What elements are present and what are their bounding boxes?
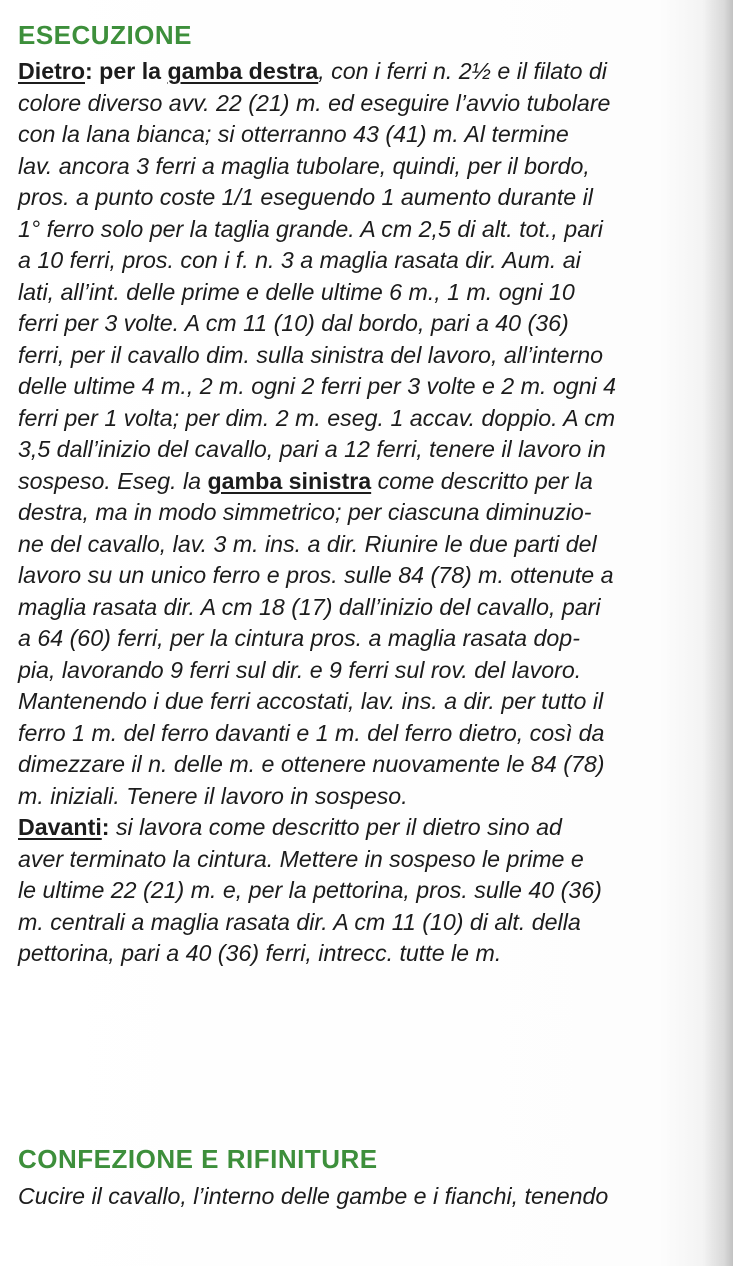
keyword-dietro: Dietro	[18, 58, 85, 84]
text-line: ferro 1 m. del ferro davanti e 1 m. del ferro dietro, così da	[18, 719, 605, 746]
text-line: pros. a punto coste 1/1 eseguendo 1 aumento durante il	[18, 184, 593, 210]
keyword-gamba-sinistra: gamba sinistra	[207, 467, 372, 494]
text-line: ne del cavallo, lav. 3 m. ins. a dir. Riunire le due parti del	[18, 530, 597, 557]
text-line: ferri per 3 volte. A cm 11 (10) dal bordo, pari a 40 (36)	[18, 310, 569, 336]
text-line: Cucire il cavallo, l’interno delle gambe e i fianchi, tenendo	[18, 1183, 609, 1209]
text-line: ferri per 1 volta; per dim. 2 m. eseg. 1 accav. doppio. A cm	[18, 404, 616, 431]
text-line: m. centrali a maglia rasata dir. A cm 11 (10) di alt. della	[18, 908, 581, 935]
text-line: a 64 (60) ferri, per la cintura pros. a maglia rasata dop-	[18, 625, 580, 651]
finishing-body	[18, 1181, 730, 1213]
text-line: lati, all’int. delle prime e delle ultime 6 m., 1 m. ogni 10	[18, 278, 575, 305]
text-line: destra, ma in modo simmetrico; per ciascuna diminuzio-	[18, 499, 592, 525]
text-segment: sospeso. Eseg. la	[18, 467, 208, 494]
text-line: colore diverso avv. 22 (21) m. ed eseguire l’avvio tubolare	[18, 89, 611, 116]
text-line: le ultime 22 (21) m. e, per la pettorina, pros. sulle 40 (36)	[18, 877, 602, 903]
text-line	[18, 812, 730, 844]
text-line: pettorina, pari a 40 (36) ferri, intrecc. tutte le m.	[18, 940, 502, 966]
keyword-davanti: Davanti	[18, 814, 102, 840]
text-line: dimezzare il n. delle m. e ottenere nuovamente le 84 (78)	[18, 751, 605, 777]
keyword-colon: :	[101, 814, 110, 840]
text-segment: si lavora come descritto per il dietro sino ad	[109, 814, 562, 840]
text-line: lav. ancora 3 ferri a maglia tubolare, quindi, per il bordo,	[18, 152, 590, 179]
text-line: pia, lavorando 9 ferri sul dir. e 9 ferri sul rov. del lavoro.	[18, 656, 582, 683]
text-line: Mantenendo i due ferri accostati, lav. ins. a dir. per tutto il	[18, 688, 604, 714]
instructions-body	[18, 56, 730, 970]
text-line: 3,5 dall’inizio del cavallo, pari a 12 ferri, tenere il lavoro in	[18, 436, 606, 462]
keyword-colon: : per la	[85, 58, 168, 84]
keyword-gamba-destra: gamba destra	[167, 58, 319, 84]
text-line: delle ultime 4 m., 2 m. ogni 2 ferri per 3 volte e 2 m. ogni 4	[18, 373, 617, 399]
text-line: m. iniziali. Tenere il lavoro in sospeso.	[18, 782, 408, 809]
text-line: ferri, per il cavallo dim. sulla sinistra del lavoro, all’interno	[18, 341, 604, 368]
text-line: 1° ferro solo per la taglia grande. A cm 2,5 di alt. tot., pari	[18, 215, 603, 242]
text-line: maglia rasata dir. A cm 18 (17) dall’inizio del cavallo, pari	[18, 593, 601, 620]
text-segment: , con i ferri n. 2½ e il filato di	[318, 58, 607, 84]
text-line: aver terminato la cintura. Mettere in sospeso le prime e	[18, 845, 584, 872]
text-line	[18, 56, 730, 88]
text-line: a 10 ferri, pros. con i f. n. 3 a maglia rasata dir. Aum. ai	[18, 247, 581, 273]
text-segment: come descritto per la	[371, 467, 593, 494]
text-line: lavoro su un unico ferro e pros. sulle 84 (78) m. ottenute a	[18, 562, 614, 588]
text-line	[18, 466, 730, 498]
section-heading-confezione: CONFEZIONE E RIFINITURE	[18, 1144, 378, 1174]
text-line: con la lana bianca; si otterranno 43 (41) m. Al termine	[18, 121, 569, 147]
section-heading-esecuzione: ESECUZIONE	[18, 20, 193, 50]
